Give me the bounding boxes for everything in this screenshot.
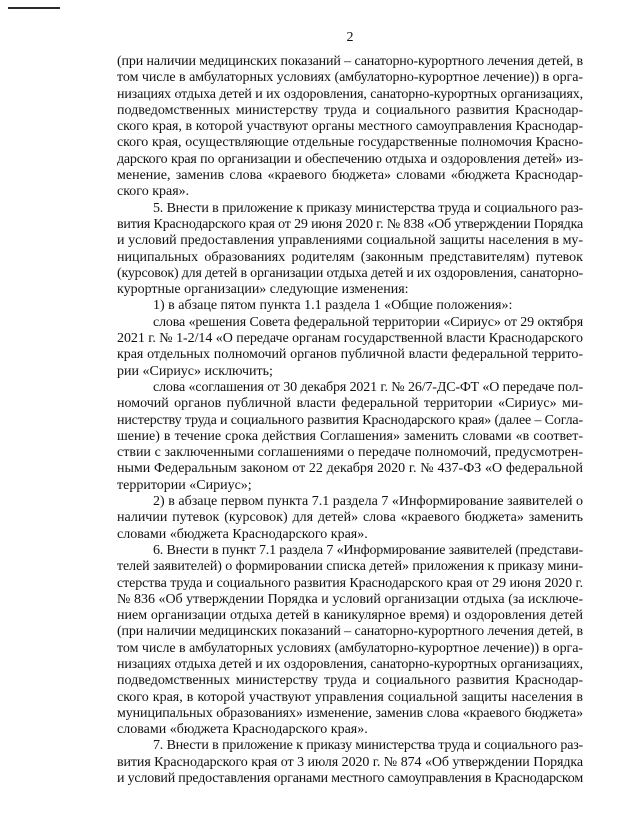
paragraph bbox=[117, 201, 583, 299]
text-line: вития Краснодарского края от 3 июля 2020 г. № 874 «Об утверждении Порядка bbox=[117, 754, 583, 770]
text-line: ными Федеральным законом от 22 декабря 2020 г. № 437-ФЗ «О федеральной bbox=[117, 461, 583, 477]
text-line: ского края». bbox=[117, 184, 190, 200]
paragraph bbox=[117, 54, 583, 201]
text-line: (при наличии медицинских показаний – санаторно-курортного лечения детей, в bbox=[117, 624, 583, 640]
text-line: ского края, в которой участвуют органы местного самоуправления Краснодар- bbox=[117, 119, 583, 135]
text-line: 6. Внести в пункт 7.1 раздела 7 «Информирование заявителей (представи- bbox=[153, 542, 583, 558]
text-line: слова «решения Совета федеральной территории «Сириус» от 29 октября bbox=[153, 314, 583, 330]
text-line: 7. Внести в приложение к приказу министерства труда и социального раз- bbox=[153, 738, 583, 754]
text-line: том числе в амбулаторных условиях (амбулаторно-курортное лечение)) в орга- bbox=[117, 70, 583, 86]
text-line: подведомственных министерству труда и социального развития Краснодар- bbox=[117, 102, 583, 118]
text-line: (при наличии медицинских показаний – санаторно-курортного лечения детей, в bbox=[117, 54, 583, 69]
text-line: словами «бюджета Краснодарского края». bbox=[117, 722, 368, 738]
paragraph bbox=[117, 298, 583, 314]
text-line: стерства труда и социального развития Краснодарского края от 29 июня 2020 г. bbox=[117, 575, 583, 591]
text-line: ствии с заключенными соглашениями о передаче полномочий, предусмотрен- bbox=[117, 445, 583, 461]
text-line: шение) в течение срока действия Соглашения» заменить словами «в соответ- bbox=[117, 428, 583, 444]
page-number: 2 bbox=[346, 30, 354, 45]
text-line: наличии путевок (курсовок) для детей» слова «краевого бюджета» заменить bbox=[117, 510, 583, 526]
text-line: слова «соглашения от 30 декабря 2021 г. № 26/7-ДС-ФТ «О передаче пол- bbox=[153, 379, 583, 395]
paragraph bbox=[117, 380, 583, 494]
text-line: телей заявителей) о формировании списка детей» приложения к приказу мини- bbox=[117, 559, 583, 575]
text-line: (курсовок) для детей в организации отдыха детей и их оздоровления, санаторно- bbox=[117, 265, 583, 281]
paragraph bbox=[117, 315, 583, 380]
text-line: низациях отдыха детей и их оздоровления, санаторно-курортных организациях, bbox=[117, 86, 583, 102]
text-line: номочий органов публичной власти федеральной территории «Сириус» ми- bbox=[117, 396, 583, 412]
text-line: ниципальных образованиях родителям (законным представителям) путевок bbox=[117, 249, 583, 265]
text-line: ского края, в которой участвуют управления социальной защиты населения в bbox=[117, 689, 583, 705]
paragraph bbox=[117, 543, 583, 739]
text-line: подведомственных министерству труда и социального развития Краснодар- bbox=[117, 673, 583, 689]
paragraph bbox=[117, 738, 583, 787]
text-line: территории «Сириус»; bbox=[117, 477, 252, 493]
paragraph bbox=[117, 494, 583, 543]
text-line: 5. Внести в приложение к приказу министерства труда и социального раз- bbox=[153, 200, 583, 216]
text-line: 2) в абзаце первом пункта 7.1 раздела 7 «Информирование заявителей о bbox=[153, 494, 583, 510]
text-line: муниципальных образованиях» изменение, заменив слова «краевого бюджета» bbox=[117, 705, 583, 721]
text-line: ского края, осуществляющие отдельные государственные полномочия Красно- bbox=[117, 135, 583, 151]
text-line: словами «бюджета Краснодарского края». bbox=[117, 526, 368, 542]
text-line: дарского края по организации и обеспечению отдыха и оздоровления детей» из- bbox=[117, 151, 583, 167]
text-line: низациях отдыха детей и их оздоровления, санаторно-курортных организациях, bbox=[117, 656, 583, 672]
text-line: 2021 г. № 1-2/14 «О передаче органам государственной власти Краснодарского bbox=[117, 331, 583, 347]
text-line: № 836 «Об утверждении Порядка и условий организации отдыха (за исключе- bbox=[117, 591, 583, 607]
text-line: вития Краснодарского края от 29 июня 2020 г. № 838 «Об утверждении Порядка bbox=[117, 216, 583, 232]
scan-artifact-line bbox=[8, 7, 60, 9]
text-line: курортные организации» следующие изменения: bbox=[117, 282, 409, 298]
text-line: нием организации отдыха детей в каникулярное время) и оздоровления детей bbox=[117, 608, 583, 624]
text-line: рии «Сириус» исключить; bbox=[117, 363, 273, 379]
text-line: края отдельных полномочий органов публичной власти федеральной террито- bbox=[117, 347, 583, 363]
text-line: нистерству труда и социального развития Краснодарского края» (далее – Согла- bbox=[117, 412, 583, 428]
text-line: том числе в амбулаторных условиях (амбулаторно-курортное лечение)) в орга- bbox=[117, 640, 583, 656]
text-line: 1) в абзаце пятом пункта 1.1 раздела 1 «Общие положения»: bbox=[153, 298, 513, 314]
text-line: и условий предоставления органами местного самоуправления в Краснодарском bbox=[117, 771, 583, 787]
text-line: и условий предоставления управлениями социальной защиты населения в му- bbox=[117, 233, 583, 249]
document-body bbox=[117, 54, 583, 787]
text-line: менение, заменив слова «краевого бюджета» словами «бюджета Краснодар- bbox=[117, 168, 583, 184]
